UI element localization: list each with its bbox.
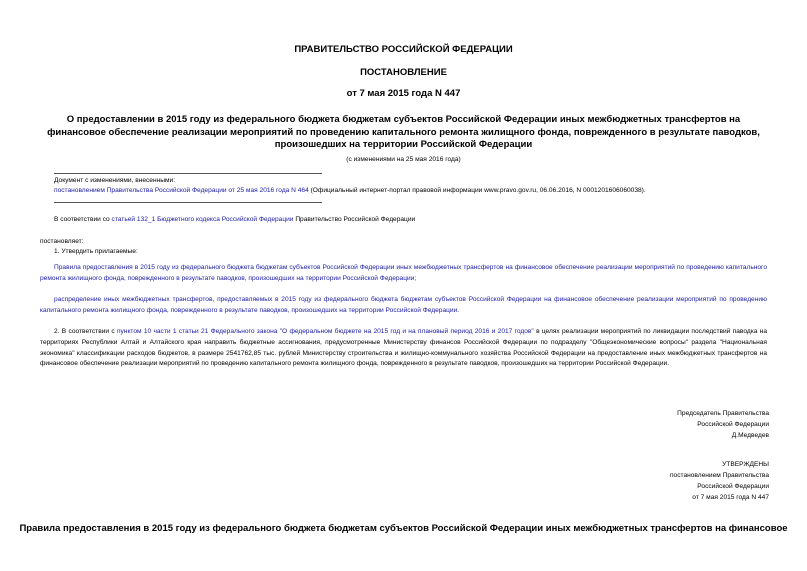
rules-link[interactable]: Правила предоставления в 2015 году из федерального бюджета бюджетам субъектов Российской Федерации иных межбюджетных трансфертов на финансовое обеспечение реализации мероприятий по проведению капитального ремонта жилищного фонда, поврежденного в результате паводков, произошедших на территории Российской Федерации; — [40, 264, 767, 282]
item-2 — [40, 327, 767, 370]
signature-line-2: Российской Федерации — [697, 421, 769, 428]
changes-label: Документ с изменениями, внесенными: — [54, 177, 176, 184]
preamble-suffix: Правительство Российской Федерации — [293, 216, 416, 223]
item-1: 1. Утвердить прилагаемые: — [54, 248, 138, 255]
rules-heading: Правила предоставления в 2015 году из федерального бюджета бюджетам субъектов Российской Федерации иных межбюджетных трансфертов на финансовое — [19, 523, 788, 534]
doc-type-heading: ПОСТАНОВЛЕНИЕ — [360, 67, 447, 78]
amendment-note: (с изменениями на 25 мая 2016 года) — [346, 156, 461, 163]
date-number: от 7 мая 2015 года N 447 — [346, 88, 461, 99]
federal-law-link[interactable]: пунктом 10 части 1 статьи 21 Федерального закона "О федеральном бюджете на 2015 год и на плановый период 2016 и 2017 годов" — [116, 328, 534, 335]
document-title: О предоставлении в 2015 году из федерального бюджета бюджетам субъектов Российской Федерации иных межбюджетных трансфертов на финансовое обеспечение реализации мероприятий по проведению капитального ремонта жилищного фонда, поврежденного в результате паводков, произошедших на территории Российской Федерации — [47, 114, 760, 150]
distribution-link[interactable]: распределение иных межбюджетных трансфертов, предоставляемых в 2015 году из федерального бюджета бюджетам субъектов Российской Федерации на финансовое обеспечение реализации мероприятий по проведению капитального ремонта жилищного фонда, поврежденного в результате паводков, произошедших на территории Российской Федерации. — [40, 296, 767, 314]
decree-word: постановляет: — [40, 238, 84, 245]
signature-line-1: Председатель Правительства — [677, 410, 769, 417]
government-heading: ПРАВИТЕЛЬСТВО РОССИЙСКОЙ ФЕДЕРАЦИИ — [294, 44, 513, 55]
amendment-decree-link[interactable]: постановлением Правительства Российской Федерации от 25 мая 2016 года N 464 — [54, 187, 309, 194]
item-2-prefix: 2. В соответствии с — [54, 328, 117, 335]
preamble — [54, 215, 415, 225]
item-2-suffix: в целях реализации мероприятий по ликвидации последствий паводка на территориях Республики Алтай и Алтайского края направить бюджетные ассигнования, предусмотренные Министерству финансов Российской Федерации по подразделу "Общеэкономические вопросы" раздела "Национальная экономика" классификации расходов бюджетов, в размере 2541762,85 тыс. рублей Министерству строительства и жилищно-коммунального хозяйства Российской Федерации на предоставление иных межбюджетных трансфертов на финансовое обеспечение реализации мероприятий по проведению капитального ремонта жилищного фонда, поврежденного в результате паводков, произошедших на территории Российской Федерации. — [40, 328, 767, 368]
signature-line-3: Д.Медведев — [731, 432, 769, 439]
approved-line-3: Российской Федерации — [697, 483, 769, 490]
approved-line-1: УТВЕРЖДЕНЫ — [722, 461, 769, 468]
budget-code-link[interactable]: статьей 132_1 Бюджетного кодекса Российской Федерации — [111, 216, 294, 223]
changes-bottom-rule — [54, 202, 322, 203]
preamble-prefix: В соответствии со — [54, 216, 112, 223]
amendment-source: (Официальный интернет-портал правовой информации www.pravo.gov.ru, 06.06.2016, N 0001201606060038). — [308, 187, 646, 194]
approved-line-4: от 7 мая 2015 года N 447 — [692, 494, 769, 501]
changes-line — [54, 186, 646, 196]
changes-top-rule — [54, 173, 322, 174]
approved-line-2: постановлением Правительства — [669, 472, 769, 479]
